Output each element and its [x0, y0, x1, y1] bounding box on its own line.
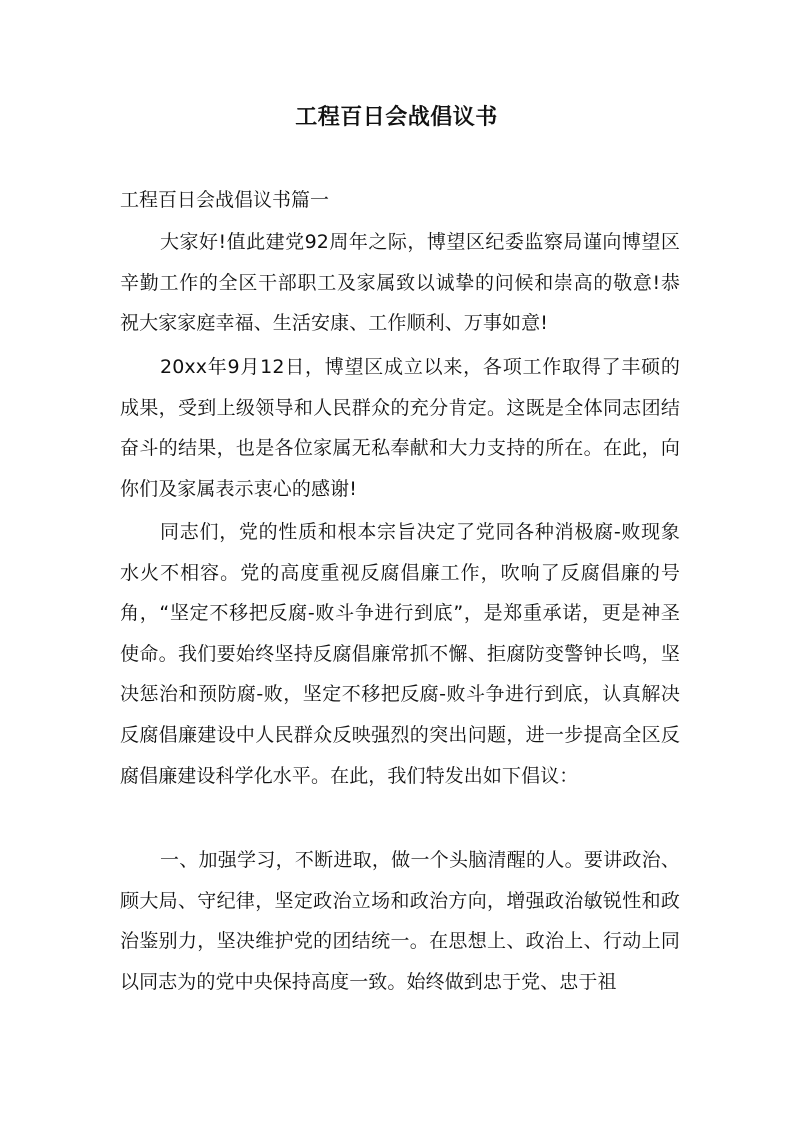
- paragraph-greeting: 大家好!值此建党92周年之际，博望区纪委监察局谨向博望区辛勤工作的全区干部职工及家属致以诚挚的问候和崇高的敬意!恭祝大家家庭幸福、生活安康、工作顺利、万事如意!: [120, 231, 680, 335]
- document-subtitle: 工程百日会战倡议书篇一: [120, 189, 330, 211]
- paragraph-achievements: 20xx年9月12日，博望区成立以来，各项工作取得了丰硕的成果，受到上级领导和人民群众的充分肯定。这既是全体同志团结奋斗的结果，也是各位家属无私奉献和大力支持的所在。在此，向你们及家属表示衷心的感谢!: [120, 356, 680, 500]
- paragraph-proposal-one: 一、加强学习，不断进取，做一个头脑清醒的人。要讲政治、顾大局、守纪律，坚定政治立场和政治方向，增强政治敏锐性和政治鉴别力，坚决维护党的团结统一。在思想上、政治上、行动上同以同志为的党中央保持高度一致。始终做到忠于党、忠于祖: [120, 849, 680, 993]
- paragraph-anti-corruption: 同志们，党的性质和根本宗旨决定了党同各种消极腐-败现象水火不相容。党的高度重视反腐倡廉工作，吹响了反腐倡廉的号角，“坚定不移把反腐-败斗争进行到底”，是郑重承诺，更是神圣使命。我们要始终坚持反腐倡廉常抓不懈、拒腐防变警钟长鸣，坚决惩治和预防腐-败，坚定不移把反腐-败斗争进行到底，认真解决反腐倡廉建设中人民群众反映强烈的突出问题，进一步提高全区反腐倡廉建设科学化水平。在此，我们特发出如下倡议：: [120, 521, 680, 787]
- document-title: 工程百日会战倡议书: [295, 105, 498, 130]
